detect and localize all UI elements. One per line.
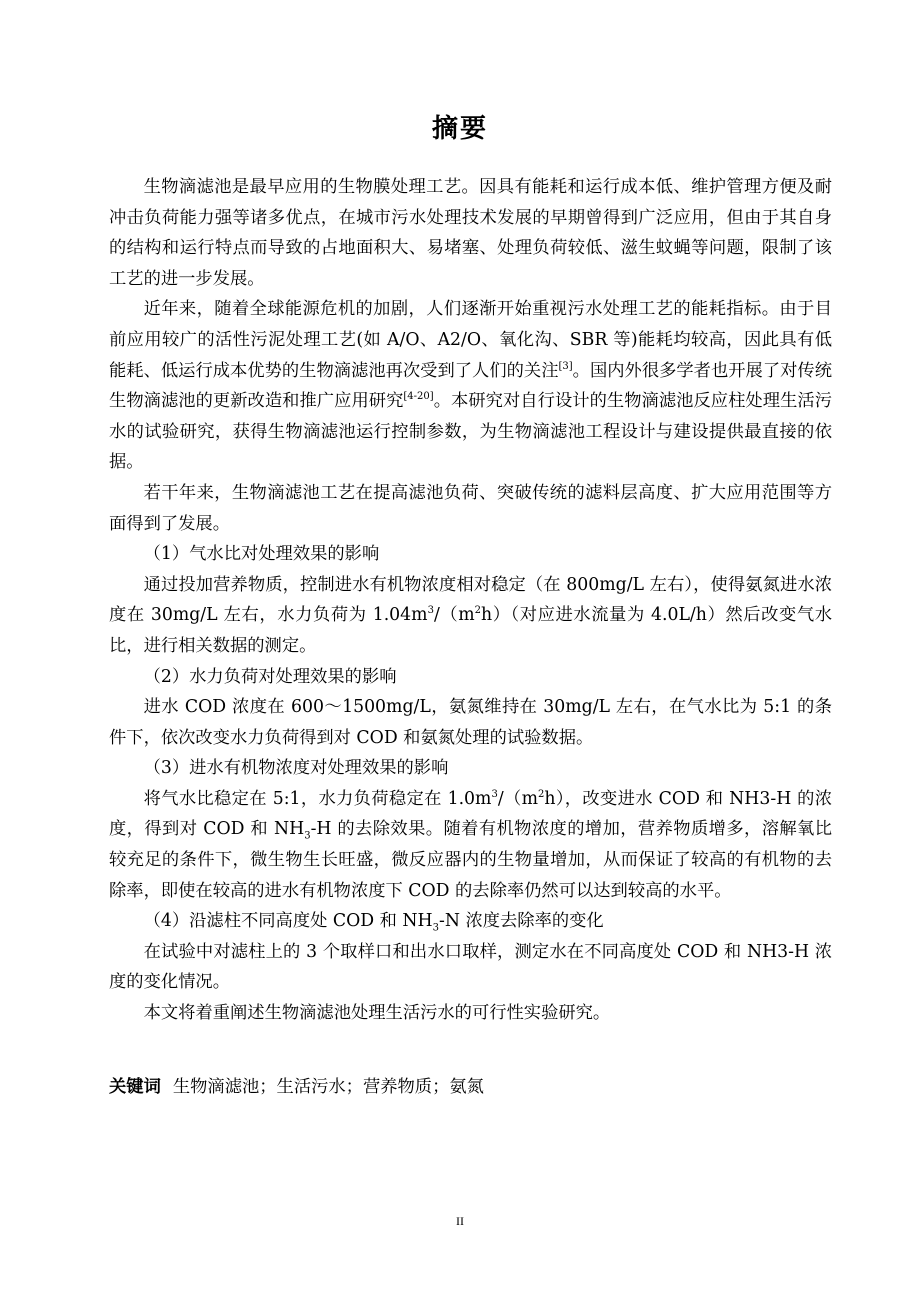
paragraph-6 [109, 784, 832, 906]
paragraph-6-text-c: h），改变进水 COD 和 NH3-H 的浓度，得到对 COD 和 NH [109, 788, 832, 840]
superscript-3: 3 [427, 605, 434, 617]
paragraph-6-text-b: /（m [497, 788, 538, 809]
citation-ref-3: [3] [558, 360, 573, 372]
paragraph-2-text-b: 。国内外很多学者也开展了对传统生物滴滤池的更新改造和推广应用研究 [109, 360, 832, 412]
paragraph-4 [109, 570, 832, 662]
superscript-2: 2 [537, 789, 545, 801]
subheading-4-text-b: -N 浓度去除率的变化 [438, 911, 604, 932]
subheading-3: （3）进水有机物浓度对处理效果的影响 [143, 758, 449, 779]
paragraph-2-text-c: 。本研究对自行设计的生物滴滤池反应柱处理生活污水的试验研究，获得生物滴滤池运行控制参数，为生物滴滤池工程设计与建设提供最直接的依据。 [109, 391, 832, 473]
subheading-2: （2）水力负荷对处理效果的影响 [143, 666, 397, 687]
paragraph-4-text-c: h）（对应进水流量为 4.0L/h）然后改变气水比，进行相关数据的测定。 [109, 605, 832, 656]
keywords-text: 生物滴滤池；生活污水；营养物质；氨氮 [172, 1077, 484, 1097]
paragraph-4-text-b: /（m [433, 605, 475, 626]
paragraph-6-text-d: -H 的去除效果。随着有机物浓度的增加，营养物质增多，溶解氧比较充足的条件下，微生物生长旺盛，微反应器内的生物量增加，从而保证了较高的有机物的去除率，即使在较高的进水有机物浓度下 COD 的去除率仍然可以达到较高的水平。 [109, 819, 833, 901]
paragraph-2-text-a: 近年来，随着全球能源危机的加剧，人们逐渐开始重视污水处理工艺的能耗指标。由于目前应用较广的活性污泥处理工艺(如 A/O、A2/O、氧化沟、SBR 等)能耗均较高，因此具有低能耗、低运行成本优势的生物滴滤池再次受到了人们的关注 [109, 299, 832, 381]
superscript-2: 2 [474, 605, 481, 617]
abstract-body [109, 172, 832, 1029]
superscript-3: 3 [491, 789, 498, 801]
paragraph-2 [109, 294, 832, 478]
subscript-3: 3 [304, 830, 311, 842]
paragraph-5: 进水 COD 浓度在 600～1500mg/L，氨氮维持在 30mg/L 左右，在气水比为 5:1 的条件下，依次改变水力负荷得到对 COD 和氨氮处理的试验数据。 [109, 697, 832, 748]
paragraph-7: 在试验中对滤柱上的 3 个取样口和出水口取样，测定水在不同高度处 COD 和 NH3-H 浓度的变化情况。 [109, 941, 832, 993]
page-number: II [456, 1214, 464, 1228]
citation-ref-4-20: [4-20] [403, 391, 434, 403]
keywords-line [109, 1072, 484, 1102]
subscript-3: 3 [432, 922, 439, 934]
paragraph-8: 本文将着重阐述生物滴滤池处理生活污水的可行性实验研究。 [143, 1003, 611, 1024]
keywords-label: 关键词 [109, 1077, 161, 1097]
paragraph-1: 生物滴滤池是最早应用的生物膜处理工艺。因具有能耗和运行成本低、维护管理方便及耐冲击负荷能力强等诸多优点，在城市污水处理技术发展的早期曾得到广泛应用，但由于其自身的结构和运行特点而导致的占地面积大、易堵塞、处理负荷较低、滋生蚊蝇等问题，限制了该工艺的进一步发展。 [109, 177, 832, 289]
paragraph-6-text-a: 将气水比稳定在 5:1，水力负荷稳定在 1.0m [143, 788, 492, 809]
subheading-1: （1）气水比对处理效果的影响 [143, 544, 380, 565]
subheading-4 [109, 906, 832, 937]
paragraph-4-text-a: 通过投加营养物质，控制进水有机物浓度相对稳定（在 800mg/L 左右），使得氨氮进水浓度在 30mg/L 左右，水力负荷为 1.04m [109, 574, 832, 626]
abstract-title: 摘要 [431, 114, 488, 144]
subheading-4-text-a: （4）沿滤柱不同高度处 COD 和 NH [143, 911, 433, 932]
paragraph-3: 若干年来，生物滴滤池工艺在提高滤池负荷、突破传统的滤料层高度、扩大应用范围等方面得到了发展。 [109, 482, 832, 534]
